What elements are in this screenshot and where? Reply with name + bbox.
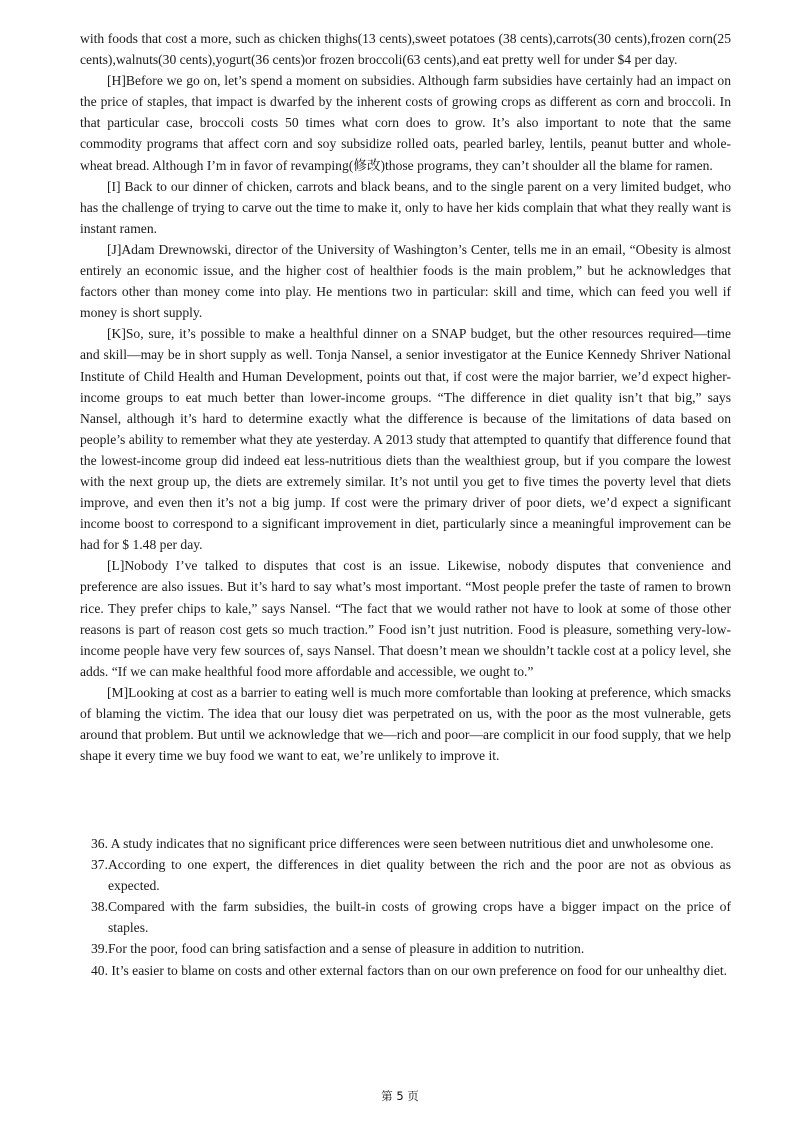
question-38: 38.Compared with the farm subsidies, the built-in costs of growing crops have a bigger impact on the price of staples. [91,899,731,936]
paragraph-k: [K]So, sure, it’s possible to make a healthful dinner on a SNAP budget, but the other resources required—time and skill—may be in short supply as well. Tonja Nansel, a senior investigator at the Eunice Kennedy Shriver National Institute of Child Health and Human Development, points out that, if cost were the major barrier, we’d expect higher-income groups to eat much better than lower-income groups. “The difference in diet quality isn’t that big,” says Nansel, although it’s hard to determine exactly what the difference is because of the limitations of data based on people’s ability to remember what they ate yesterday. A 2013 study that attempted to quantify that difference found that the lowest-income group did indeed eat less-nutritious diets than the wealthiest group, but if you compare the lowest with the next group up, the diets are extremely similar. It’s not until you get to five times the poverty level that diets improve, and even then it’s not a big jump. If cost were the primary driver of poor diets, we’d expect a significant income boost to correspond to a significant improvement in diet, particularly since a meaningful improvement can be had for $ 1.48 per day. [80,326,731,553]
question-36: 36. A study indicates that no significant price differences were seen between nutritious diet and unwholesome one. [91,836,714,851]
question-37: 37.According to one expert, the differences in diet quality between the rich and the poor are not as obvious as expected. [91,857,731,894]
passage-body [80,28,731,766]
question-39: 39.For the poor, food can bring satisfaction and a sense of pleasure in addition to nutrition. [91,941,585,957]
question-40: 40. It’s easier to blame on costs and other external factors than on our own preference on food for our unhealthy diet. [91,962,728,978]
passage-continuation: with foods that cost a more, such as chicken thighs(13 cents),sweet potatoes (38 cents),carrots(30 cents),frozen corn(25 cents),walnuts(30 cents),yogurt(36 cents)or frozen broccoli(63 cents),and eat pretty well for under $4 per day. [80,31,731,68]
page-number-footer: 第 5 页 [381,1089,419,1103]
paragraph-i: [I] Back to our dinner of chicken, carrots and black beans, and to the single parent on a very limited budget, who has the challenge of trying to carve out the time to make it, only to have her kids complain that what they really want is instant ramen. [80,178,731,236]
paragraph-l: [L]Nobody I’ve talked to disputes that cost is an issue. Likewise, nobody disputes that convenience and preference are also issues. But it’s hard to say what’s most important. “Most people prefer the taste of ramen to brown rice. They prefer chips to kale,” says Nansel. “The fact that we would rather not have to look at some of those other reasons is part of reason cost gets so much traction.” Food isn’t just nutrition. Food is pleasure, something very-low-income people have very few sources of, says Nansel. That doesn’t mean we shouldn’t tackle cost at a policy level, she adds. “If we can make healthful food more affordable and accessible, we ought to.” [80,558,731,679]
paragraph-j: [J]Adam Drewnowski, director of the University of Washington’s Center, tells me in an email, “Obesity is almost entirely an economic issue, and the higher cost of healthier foods is the main problem,” but he acknowledges that factors other than money come into play. He mentions two in particular: skill and time, which can feed you well if money is short supply. [80,241,731,321]
question-list [80,833,731,981]
paragraph-m: [M]Looking at cost as a barrier to eating well is much more comfortable than looking at preference, which smacks of blaming the victim. The idea that our lousy diet was perpetrated on us, with the poor as the most vulnerable, gets around that problem. But until we acknowledge that we—rich and poor—are complicit in our food supply, that we help shape it every time we buy food we want to eat, we’re unlikely to improve it. [80,684,731,764]
paragraph-h: [H]Before we go on, let’s spend a moment on subsidies. Although farm subsidies have certainly had an impact on the price of staples, that impact is dwarfed by the inherent costs of growing crops as different as corn and broccoli. In that particular case, broccoli costs 50 times what corn does to grow. It’s also important to note that the same commodity programs that affect corn and soy subsidize rolled oats, pearled barley, lentils, peanut butter and whole-wheat bread. Although I’m in favor of revamping(修改)those programs, they can’t shoulder all the blame for ramen. [80,73,731,173]
